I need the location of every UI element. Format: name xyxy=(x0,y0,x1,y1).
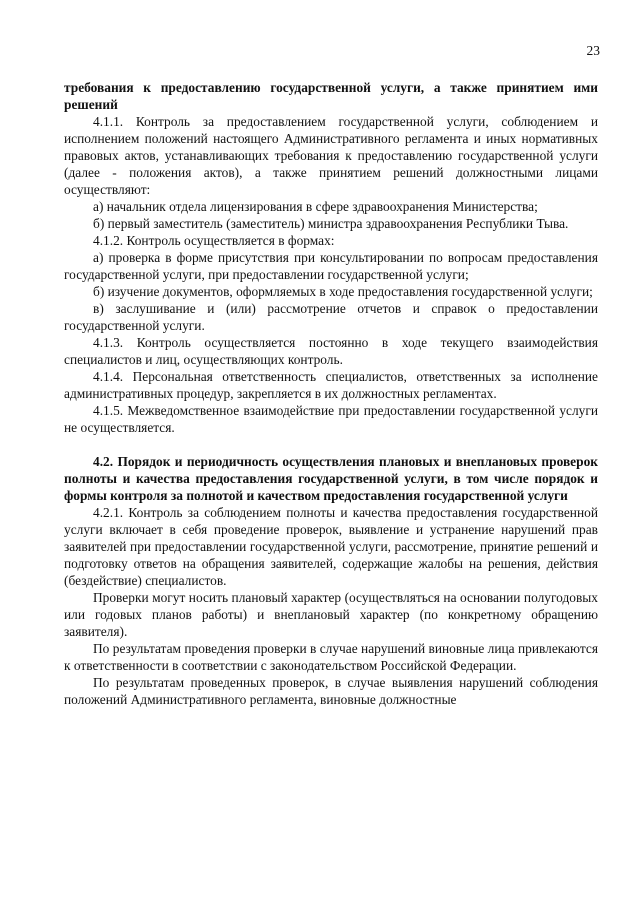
list-item-b-form: б) изучение документов, оформляемых в ходе предоставления государственной услуги; xyxy=(93,284,593,299)
paragraph-4-1-3: 4.1.3. Контроль осуществляется постоянно в ходе текущего взаимодействия специалистов и лиц, осуществляющих контроль. xyxy=(64,335,598,367)
paragraph-inspections: Проверки могут носить плановый характер (осуществляться на основании полугодовых или годовых планов работы) и внеплановый характер (по конкретному обращению заявителя). xyxy=(64,590,598,639)
section-heading-continuation: требования к предоставлению государственной услуги, а также принятием ими решений xyxy=(64,80,598,112)
paragraph-4-2-1: 4.2.1. Контроль за соблюдением полноты и качества предоставления государственной услуги включает в себя проведение проверок, выявление и устранение нарушений прав заявителей при предоставлении государственной услуги, рассмотрение, принятие решений и подготовку ответов на обращения заявителей, содержащие жалобы на решения, действия (бездействие) специалистов. xyxy=(64,505,598,588)
section-heading-4-2: 4.2. Порядок и периодичность осуществления плановых и внеплановых проверок полноты и качества предоставления государственной услуги, в том числе порядок и формы контроля за полнотой и качеством предоставления государственной услуги xyxy=(64,454,598,503)
paragraph-results: По результатам проведенных проверок, в случае выявления нарушений соблюдения положений Административного регламента, виновные должностные xyxy=(64,675,598,707)
list-item-a: а) начальник отдела лицензирования в сфере здравоохранения Министерства; xyxy=(93,199,538,214)
document-body xyxy=(64,79,598,708)
paragraph-4-1-1: 4.1.1. Контроль за предоставлением государственной услуги, соблюдением и исполнением положений настоящего Административного регламента и иных нормативных правовых актов, устанавливающих требования к предоставлению государственной услуги (далее - положения актов), а также принятием решений должностными лицами осуществляют: xyxy=(64,114,598,197)
paragraph-4-1-4: 4.1.4. Персональная ответственность специалистов, ответственных за исполнение административных процедур, закрепляется в их должностных регламентах. xyxy=(64,369,598,401)
paragraph-4-1-5: 4.1.5. Межведомственное взаимодействие при предоставлении государственной услуги не осуществляется. xyxy=(64,403,598,435)
list-item-b: б) первый заместитель (заместитель) министра здравоохранения Республики Тыва. xyxy=(93,216,569,231)
list-item-a-form: а) проверка в форме присутствия при консультировании по вопросам предоставления государственной услуги, при предоставлении государственной услуги; xyxy=(64,250,598,282)
page-number: 23 xyxy=(586,43,600,58)
list-item-v-form: в) заслушивание и (или) рассмотрение отчетов и справок о предоставлении государственной услуги. xyxy=(64,301,598,333)
paragraph-4-1-2: 4.1.2. Контроль осуществляется в формах: xyxy=(93,233,335,248)
paragraph-liability: По результатам проведения проверки в случае нарушений виновные лица привлекаются к ответственности в соответствии с законодательством Российской Федерации. xyxy=(64,641,598,673)
